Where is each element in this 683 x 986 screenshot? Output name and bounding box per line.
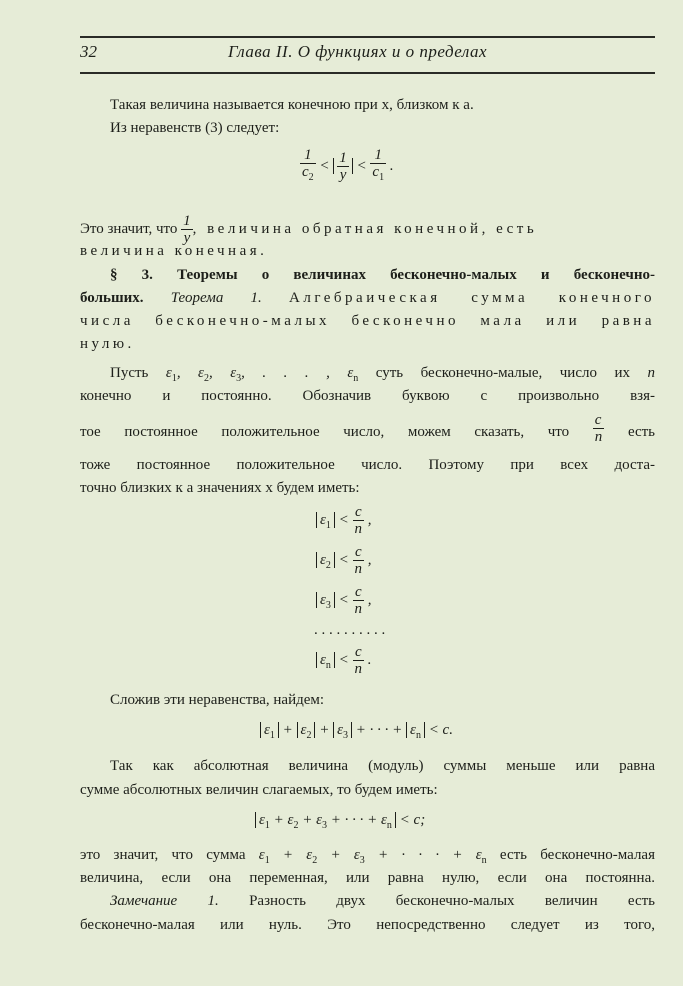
formula-inequality-reciprocal: $\frac{1}{c_2}$ < $\frac{1}{y}$ < $\frac{1}{c_1}$ . (302, 147, 394, 183)
text-line: Из неравенств (3) следует: (110, 120, 280, 136)
text-line (80, 412, 656, 445)
text-line: тоже постоянное положительное число. Поэтому при всех доста- (80, 457, 655, 473)
formula-abs-sum: $\varepsilon_1 + \varepsilon_2 + \varepsilon_3$ + · · · + $\varepsilon_n < c$; (255, 812, 425, 831)
header-rule-top (80, 36, 655, 38)
formula-sum: $\varepsilon_1 + \varepsilon_2 + \varepsilon_3$ + · · · + $\varepsilon_n$ (258, 847, 487, 866)
theorem-label: Теорема 1. (170, 290, 262, 306)
text-line (80, 289, 655, 307)
text-line: точно близких к a значениях x будем иметь: (80, 480, 360, 496)
header-rule (80, 72, 655, 74)
text-span: есть бесконечно-малая (499, 847, 655, 863)
text-line: Сложив эти неравенства, найдем: (110, 692, 325, 708)
ellipsis-row: . . . . . . . . . . (314, 622, 386, 638)
text-line: Пусть $\varepsilon_1$, $\varepsilon_2$, $\varepsilon_3$, . . . , $\varepsilon_n$ суть бесконечно-малые, число их n (110, 365, 655, 384)
text-line (110, 892, 655, 910)
page-number: 32 (80, 42, 97, 61)
formula-eps2: $\varepsilon_2$ < $\frac{c}{n}$ , (316, 544, 372, 577)
text-span: тое постоянное положительное число, можем сказать, что (80, 423, 570, 440)
text-line: величина, если она переменная, или равна нулю, если она постоянна. (80, 870, 655, 886)
text-line: сумме абсолютных величин слагаемых, то будем иметь: (80, 782, 438, 798)
text-line (80, 846, 655, 870)
section-title-cont: больших. (80, 290, 144, 306)
text-line: Так как абсолютная величина (модуль) суммы меньше или равна (110, 758, 655, 774)
running-title: Глава II. О функциях и о пределах (228, 42, 488, 61)
formula-eps1: $\varepsilon_1$ < $\frac{c}{n}$ , (316, 504, 372, 537)
text-span: суть бесконечно-малые, число их (375, 365, 630, 381)
text-span: Разность двух бесконечно-малых величин есть (249, 893, 656, 909)
text-line: бесконечно-малая или нуль. Это непосредственно следует из того, (80, 917, 655, 933)
text-span: есть (627, 423, 656, 440)
text-line: числа бесконечно-малых бесконечно мала или равна (80, 313, 655, 329)
fraction-c-over-n: $\frac{c}{n}$ (594, 412, 603, 445)
section-title: § 3. Теоремы о величинах бесконечно-малых и бесконечно- (110, 267, 655, 283)
formula-eps3: $\varepsilon_3$ < $\frac{c}{n}$ , (316, 584, 372, 617)
text-span: это значит, что сумма (80, 847, 246, 863)
text-line: Такая величина называется конечною при x, близком к a. (110, 97, 474, 113)
text-span: Это значит, что (80, 220, 178, 237)
text-span: Пусть (110, 365, 149, 381)
fraction-1-over-y: $\frac{1}{y}$ (183, 213, 191, 246)
text-span: , величина обратная конечной, есть (192, 220, 538, 237)
formula-epsilons: $\varepsilon_1$, $\varepsilon_2$, $\varepsilon_3$, . . . , $\varepsilon_n$ (165, 365, 359, 384)
formula-epsn: $\varepsilon_n$ < $\frac{c}{n}$ . (316, 644, 372, 677)
text-line: нулю. (80, 336, 135, 352)
formula-sum-abs: $\varepsilon_1 + \varepsilon_2 + \varepsilon_3$ + · · · + $\varepsilon_n < c$. (260, 722, 453, 741)
remark-label: Замечание 1. (110, 893, 219, 909)
text-line: величина конечная. (80, 243, 268, 259)
text-line: конечно и постоянно. Обозначив буквою c произвольно взя- (80, 388, 655, 404)
text-span: Алгебраическая сумма конечного (289, 290, 655, 306)
